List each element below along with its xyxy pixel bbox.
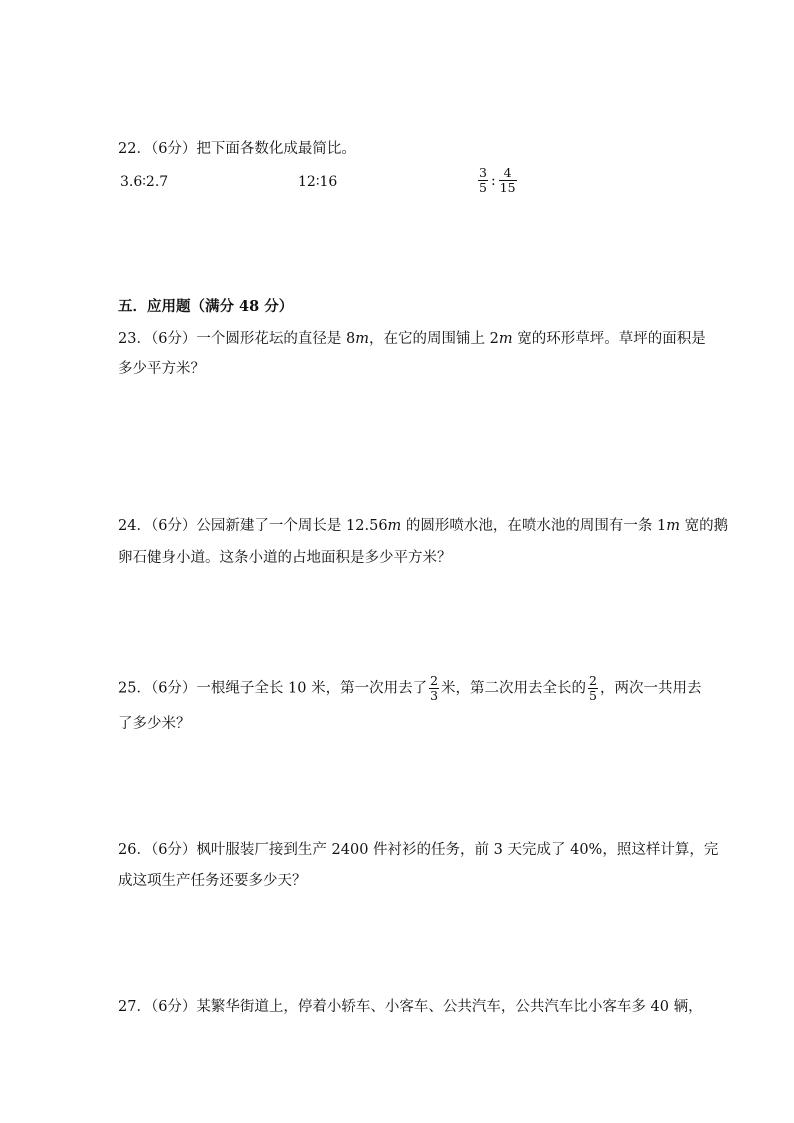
ratio-colon: : bbox=[490, 172, 496, 189]
q23-line-2: 多少平方米？ bbox=[118, 361, 205, 377]
q25-line-1: 25．（6分）一根绳子全长 10 米，第一次用去了 $\frac{2}{3}$ 米，第二次用去全长的 $\frac{2}{5}$ ，两次一共用去 bbox=[118, 673, 702, 703]
q22-fraction-3-5: $\frac{3}{5}$ bbox=[479, 165, 487, 195]
section-5-title: 五．应用题（满分 48 分） bbox=[118, 298, 294, 315]
q24-line-2: 卵石健身小道。这条小道的占地面积是多少平方米？ bbox=[118, 550, 452, 566]
q24-line-1: 24．（6分）公园新建了一个周长是 12.56m 的圆形喷水池，在喷水池的周围有一条 1m 宽的鹅 bbox=[118, 518, 729, 534]
q25-fraction-2-5: $\frac{2}{5}$ bbox=[589, 673, 597, 703]
q22-expression-2: 12∶16 bbox=[298, 174, 338, 190]
q22-expression-3 bbox=[476, 166, 519, 195]
q23-line-1: 23．（6分）一个圆形花坛的直径是 8m，在它的周围铺上 2m 宽的环形草坪。草坪的面积是 bbox=[118, 331, 706, 347]
q26-line-2: 成这项生产任务还要多少天？ bbox=[118, 873, 307, 889]
q22-expression-1: 3.6∶2.7 bbox=[120, 174, 169, 190]
q27-line-1: 27．（6分）某繁华街道上，停着小轿车、小客车、公共汽车，公共汽车比小客车多 40 辆， bbox=[118, 999, 703, 1015]
q25-line-2: 了多少米？ bbox=[118, 716, 191, 732]
q22-heading: 22．（6分）把下面各数化成最简比。 bbox=[118, 141, 356, 157]
q22-fraction-4-15: $\frac{4}{15}$ bbox=[499, 165, 516, 195]
q25-fraction-2-3: $\frac{2}{3}$ bbox=[430, 673, 439, 703]
q26-line-1: 26．（6分）枫叶服装厂接到生产 2400 件衬衫的任务，前 3 天完成了 40%，照这样计算，完 bbox=[118, 842, 719, 858]
